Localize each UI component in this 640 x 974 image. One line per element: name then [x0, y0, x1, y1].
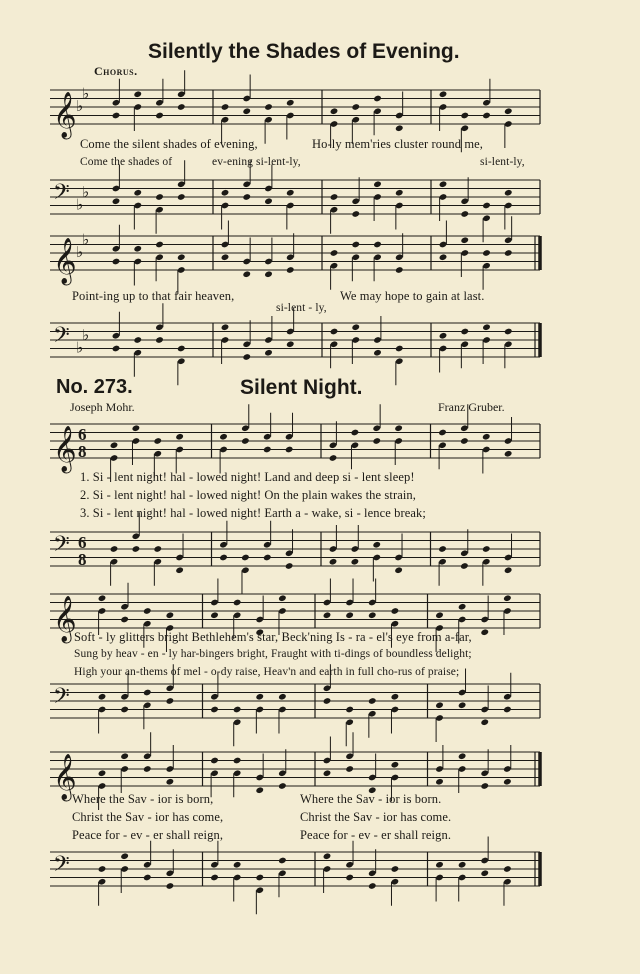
flat-icon: ♭: [76, 195, 84, 214]
flat-icon: ♭: [76, 97, 84, 115]
lyric-verse-2-b: Christ the Sav - ior has come.: [300, 810, 452, 824]
hymn-title: Silent Night.: [240, 376, 363, 399]
note-head: [368, 697, 377, 705]
note-head: [394, 566, 403, 574]
note-head: [439, 332, 448, 340]
note-head: [175, 566, 184, 574]
hymn-number: No. 273.: [56, 376, 133, 398]
lyric-verse-3-a: Peace for - ev - er shall reign,: [72, 828, 224, 842]
note-head: [264, 349, 273, 357]
lyric-line: ev-ening si-lent-ly,: [212, 156, 301, 168]
note-head: [345, 706, 354, 714]
note-head: [482, 202, 491, 210]
note-head: [372, 541, 381, 549]
lyric-verse-1-b: Where the Sav - ior is born.: [300, 792, 442, 806]
note-head: [330, 328, 339, 336]
note-head: [143, 689, 152, 697]
note-head: [329, 558, 338, 566]
note-head: [153, 545, 162, 553]
flat-icon: ♭: [76, 243, 84, 261]
bass-clef-icon: 𝄢: [53, 323, 70, 353]
bass-clef-icon: 𝄢: [53, 532, 70, 562]
note-head: [166, 882, 175, 890]
note-head: [255, 693, 264, 701]
flat-icon: ♭: [82, 182, 90, 201]
note-head: [221, 323, 230, 331]
note-head: [264, 197, 273, 205]
staff-bass: [0, 80, 640, 230]
lyric-line: We may hope to gain at last.: [340, 289, 485, 303]
lyric-verse-2: Sung by heav - en - ly har-bingers bright, Fraught with ti-dings of boundless delight;: [74, 648, 472, 660]
note-head: [504, 189, 513, 197]
treble-clef-icon: 𝄞: [53, 238, 77, 284]
note-head: [278, 693, 287, 701]
chorus-label: Chorus.: [94, 64, 138, 78]
note-head: [504, 328, 513, 336]
note-head: [482, 323, 491, 331]
flat-icon: ♭: [82, 230, 90, 249]
note-head: [255, 874, 264, 882]
note-head: [435, 861, 444, 869]
lyric-line: Come the shades of: [80, 156, 173, 168]
flat-icon: ♭: [82, 84, 90, 103]
note-head: [351, 558, 360, 566]
note-head: [242, 353, 251, 361]
note-head: [323, 852, 332, 860]
treble-clef-icon: 𝄞: [53, 596, 77, 642]
note-head: [210, 874, 219, 882]
lyric-verse-2-a: Christ the Sav - ior has come,: [72, 810, 224, 824]
hymn-title: Silently the Shades of Evening.: [148, 40, 460, 63]
lyric-line: Point-ing up to that fair heaven,: [72, 289, 235, 303]
note-head: [435, 701, 444, 709]
note-head: [219, 554, 228, 562]
note-head: [278, 857, 287, 865]
music-system-1: [0, 80, 640, 230]
flat-icon: ♭: [76, 338, 84, 357]
note-head: [286, 189, 295, 197]
lyric-verse-3: 3. Si - lent night! hal - lowed night! Earth a - wake, si - lence break;: [80, 506, 426, 520]
note-head: [177, 193, 186, 201]
note-head: [368, 882, 377, 890]
note-head: [155, 336, 164, 344]
note-head: [503, 865, 512, 873]
note-head: [242, 193, 251, 201]
note-head: [263, 554, 272, 562]
note-head: [439, 180, 448, 188]
note-head: [110, 545, 119, 553]
author-credit: Joseph Mohr.: [70, 400, 135, 414]
bass-clef-icon: 𝄢: [53, 180, 70, 210]
note-head: [351, 323, 360, 331]
bass-clef-icon: 𝄢: [53, 684, 70, 714]
note-head: [345, 874, 354, 882]
lyric-line: Come the silent shades of evening,: [80, 137, 258, 151]
treble-clef-icon: 𝄞: [53, 426, 77, 472]
note-head: [120, 852, 129, 860]
note-head: [460, 210, 469, 218]
treble-clef-icon: 𝄞: [53, 92, 77, 138]
note-head: [241, 554, 250, 562]
note-head: [133, 189, 142, 197]
bass-clef-icon: 𝄢: [53, 852, 70, 882]
note-head: [98, 865, 107, 873]
note-head: [330, 193, 339, 201]
lyric-line: Ho-ly mem'ries cluster round me,: [312, 137, 484, 151]
lyric-verse-3-b: Peace for - ev - er shall reign.: [300, 828, 452, 842]
note-head: [177, 345, 186, 353]
note-head: [395, 189, 404, 197]
note-head: [285, 562, 294, 570]
note-head: [210, 706, 219, 714]
note-head: [391, 865, 400, 873]
lyric-verse-2: 2. Si - lent night! hal - lowed night! On the plain wakes the strain,: [80, 488, 417, 502]
note-head: [351, 210, 360, 218]
note-head: [391, 693, 400, 701]
note-head: [480, 869, 489, 877]
lyric-verse-1-a: Where the Sav - ior is born,: [72, 792, 214, 806]
note-head: [286, 340, 295, 348]
note-head: [458, 861, 467, 869]
composer-credit: Franz Gruber.: [438, 400, 505, 414]
note-head: [233, 861, 242, 869]
note-head: [143, 874, 152, 882]
note-head: [504, 566, 513, 574]
time-signature-bottom: 8: [78, 550, 87, 569]
lyric-line: si-lent - ly,: [276, 302, 327, 314]
note-head: [132, 545, 141, 553]
note-head: [112, 197, 121, 205]
time-signature-bottom: 8: [78, 442, 87, 461]
note-head: [373, 349, 382, 357]
lyric-verse-3: High your an-thems of mel - o-dy raise, Heav'n and earth in full cho-rus of praise;: [74, 666, 460, 678]
note-head: [460, 328, 469, 336]
note-head: [460, 562, 469, 570]
note-head: [482, 545, 491, 553]
treble-clef-icon: 𝄞: [53, 754, 77, 800]
lyric-verse-1: 1. Si - lent night! hal - lowed night! Land and deep si - lent sleep!: [80, 470, 415, 484]
time-signature-top: 6: [78, 533, 87, 552]
note-head: [323, 697, 332, 705]
note-head: [480, 718, 489, 726]
note-head: [438, 545, 447, 553]
note-head: [395, 345, 404, 353]
note-head: [503, 706, 512, 714]
note-head: [458, 701, 467, 709]
note-head: [120, 706, 129, 714]
note-head: [373, 180, 382, 188]
flat-icon: ♭: [82, 325, 90, 344]
note-head: [133, 336, 142, 344]
note-head: [233, 706, 242, 714]
note-head: [155, 193, 164, 201]
lyric-verse-1: Soft - ly glitters bright Bethlehem's star, Beck'ning Is - ra - el's eye from a-far,: [74, 630, 472, 644]
lyric-line: si-lent-ly,: [480, 156, 525, 168]
time-signature-top: 6: [78, 425, 87, 444]
note-head: [166, 697, 175, 705]
note-head: [221, 189, 230, 197]
note-head: [98, 693, 107, 701]
note-head: [112, 345, 121, 353]
